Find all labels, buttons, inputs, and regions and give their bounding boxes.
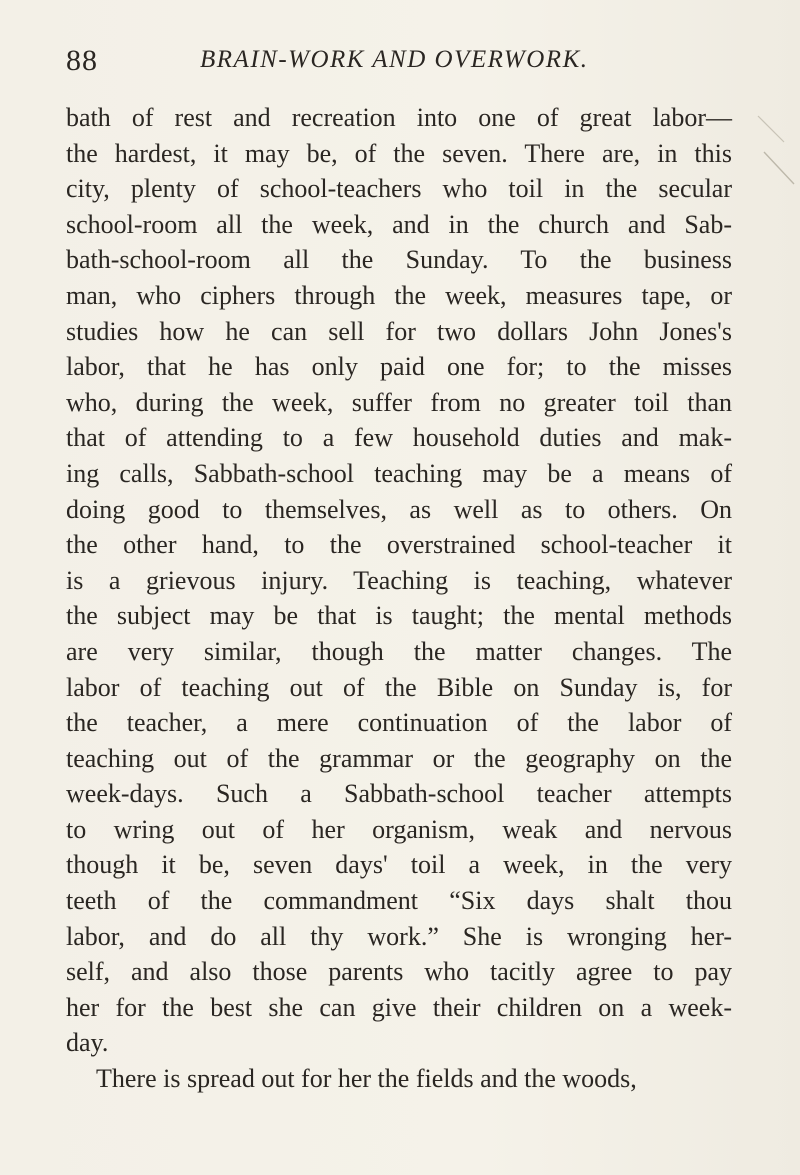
text-line: city, plenty of school-teachers who toil in the secular	[66, 174, 732, 204]
text-line: labor of teaching out of the Bible on Sunday is, for	[66, 672, 732, 702]
page-edge-mark	[750, 112, 800, 202]
text-line: labor, and do all thy work.” She is wronging her-	[66, 921, 732, 951]
text-line: self, and also those parents who tacitly agree to pay	[66, 957, 732, 987]
text-line: ing calls, Sabbath-school teaching may be a means of	[66, 458, 732, 488]
text-line: doing good to themselves, as well as to others. On	[66, 494, 732, 524]
text-line: studies how he can sell for two dollars John Jones's	[66, 316, 732, 346]
text-line: the teacher, a mere continuation of the labor of	[66, 708, 732, 738]
text-line: teeth of the commandment “Six days shalt thou	[66, 886, 732, 916]
text-line: to wring out of her organism, weak and nervous	[66, 814, 732, 844]
body-text	[66, 100, 732, 1097]
text-line: her for the best she can give their children on a week-	[66, 992, 732, 1022]
text-line: are very similar, though the matter changes. The	[66, 636, 732, 666]
text-line: that of attending to a few household duties and mak-	[66, 423, 732, 453]
text-line: the other hand, to the overstrained school-teacher it	[66, 530, 732, 560]
text-line: day.	[66, 1028, 109, 1058]
text-line: the subject may be that is taught; the mental methods	[66, 601, 732, 631]
text-line: bath of rest and recreation into one of great labor—	[66, 103, 732, 132]
text-line: labor, that he has only paid one for; to the misses	[66, 352, 732, 382]
text-line: school-room all the week, and in the church and Sab-	[66, 209, 732, 239]
paragraph-start-line: There is spread out for her the fields and the woods,	[96, 1064, 637, 1094]
text-line: teaching out of the grammar or the geography on the	[66, 743, 732, 773]
running-head: BRAIN-WORK AND OVERWORK.	[200, 46, 589, 73]
text-line: week-days. Such a Sabbath-school teacher attempts	[66, 779, 732, 809]
page-header	[66, 44, 746, 84]
text-line: though it be, seven days' toil a week, in the very	[66, 850, 732, 880]
page-number: 88	[66, 44, 98, 77]
text-line: the hardest, it may be, of the seven. There are, in this	[66, 138, 732, 168]
text-line: who, during the week, suffer from no greater toil than	[66, 387, 732, 417]
text-line: bath-school-room all the Sunday. To the business	[66, 245, 732, 275]
text-line: man, who ciphers through the week, measures tape, or	[66, 280, 732, 310]
text-line: is a grievous injury. Teaching is teaching, whatever	[66, 565, 732, 595]
